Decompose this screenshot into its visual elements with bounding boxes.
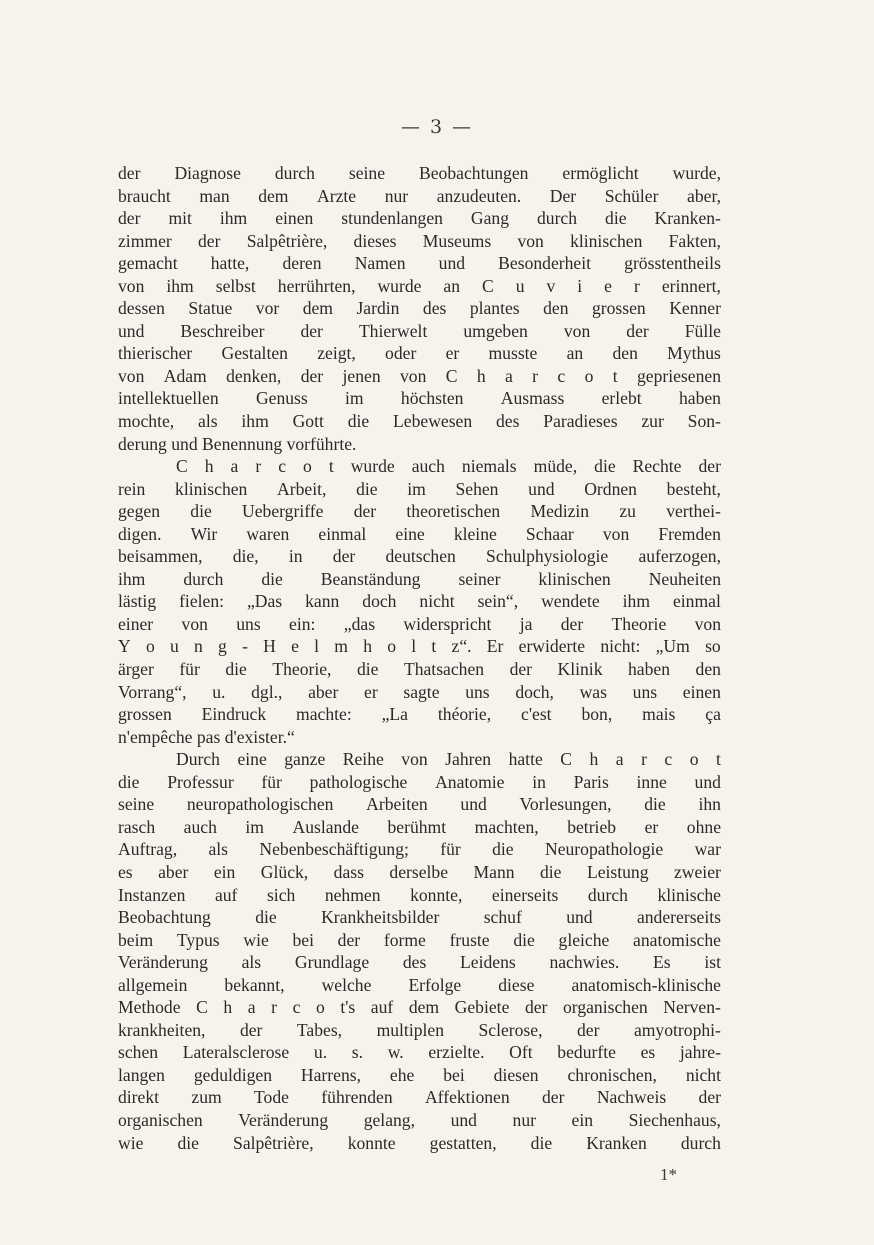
text-line: ihm durch die Beanständung seiner klinischen Neuheiten [118, 568, 721, 589]
text-line: Methode C h a r c o t's auf dem Gebiete der organischen Nerven- [118, 997, 721, 1018]
text-line: mochte, als ihm Gott die Lebewesen des Paradieses zur Son- [118, 411, 721, 432]
text-line: organischen Veränderung gelang, und nur ein Siechenhaus, [118, 1109, 721, 1130]
text-line: C h a r c o t wurde auch niemals müde, die Rechte der [176, 456, 721, 477]
text-line: und Beschreiber der Thierwelt umgeben von der Fülle [118, 320, 721, 341]
text-line: gegen die Uebergriffe der theoretischen Medizin zu verthei- [118, 501, 721, 522]
text-line: von Adam denken, der jenen von C h a r c o t gepriesenen [118, 365, 721, 386]
text-line: langen geduldigen Harrens, ehe bei diesen chronischen, nicht [118, 1064, 721, 1085]
text-line: die Professur für pathologische Anatomie in Paris inne und [118, 771, 721, 792]
text-line: der mit ihm einen stundenlangen Gang durch die Kranken- [118, 208, 721, 229]
text-line: krankheiten, der Tabes, multiplen Sclerose, der amyotrophi- [118, 1019, 721, 1040]
text-line: Beobachtung die Krankheitsbilder schuf und andererseits [118, 907, 721, 928]
page-number: — 3 — [400, 116, 474, 138]
text-line: braucht man dem Arzte nur anzudeuten. Der Schüler aber, [118, 185, 721, 206]
text-line: von ihm selbst herrührten, wurde an C u v i e r erinnert, [118, 275, 721, 296]
text-line: grossen Eindruck machte: „La théorie, c'est bon, mais ça [118, 704, 721, 725]
text-line: gemacht hatte, deren Namen und Besonderheit grösstentheils [118, 253, 721, 274]
text-line: derung und Benennung vorführte. [118, 433, 357, 454]
text-line: direkt zum Tode führenden Affektionen der Nachweis der [118, 1087, 721, 1108]
text-line: beisammen, die, in der deutschen Schulphysiologie auferzogen, [118, 546, 721, 567]
text-line: es aber ein Glück, dass derselbe Mann die Leistung zweier [118, 861, 721, 882]
text-line: digen. Wir waren einmal eine kleine Schaar von Fremden [118, 523, 721, 544]
text-line: zimmer der Salpêtrière, dieses Museums von klinischen Fakten, [118, 230, 721, 251]
text-line: Y o u n g - H e l m h o l t z“. Er erwiderte nicht: „Um so [118, 636, 721, 657]
text-line: rein klinischen Arbeit, die im Sehen und Ordnen besteht, [118, 478, 721, 499]
text-line: thierischer Gestalten zeigt, oder er musste an den Mythus [118, 343, 721, 364]
text-line: schen Lateralsclerose u. s. w. erzielte. Oft bedurfte es jahre- [118, 1042, 721, 1063]
text-line: Instanzen auf sich nehmen konnte, einerseits durch klinische [118, 884, 721, 905]
text-line: seine neuropathologischen Arbeiten und Vorlesungen, die ihn [118, 794, 721, 815]
text-line: intellektuellen Genuss im höchsten Ausmass erlebt haben [118, 388, 721, 409]
text-line: lästig fielen: „Das kann doch nicht sein“, wendete ihm einmal [118, 591, 721, 612]
text-line: Vorrang“, u. dgl., aber er sagte uns doch, was uns einen [118, 681, 721, 702]
body-text [118, 162, 721, 1154]
text-line: rasch auch im Auslande berühmt machten, betrieb er ohne [118, 816, 721, 837]
text-line: dessen Statue vor dem Jardin des plantes den grossen Kenner [118, 298, 721, 319]
text-line: n'empêche pas d'exister.“ [118, 726, 295, 747]
text-line: beim Typus wie bei der forme fruste die gleiche anatomische [118, 929, 721, 950]
text-line: Veränderung als Grundlage des Leidens nachwies. Es ist [118, 952, 721, 973]
text-line: der Diagnose durch seine Beobachtungen ermöglicht wurde, [118, 163, 721, 183]
text-line: allgemein bekannt, welche Erfolge diese anatomisch-klinische [118, 974, 721, 995]
text-line: wie die Salpêtrière, konnte gestatten, die Kranken durch [118, 1132, 721, 1153]
text-line: Auftrag, als Nebenbeschäftigung; für die Neuropathologie war [118, 839, 721, 860]
text-line: Durch eine ganze Reihe von Jahren hatte C h a r c o t [176, 749, 721, 770]
text-line: ärger für die Theorie, die Thatsachen der Klinik haben den [118, 659, 721, 680]
text-line: einer von uns ein: „das widerspricht ja der Theorie von [118, 613, 721, 634]
sheet-signature: 1* [660, 1165, 677, 1184]
